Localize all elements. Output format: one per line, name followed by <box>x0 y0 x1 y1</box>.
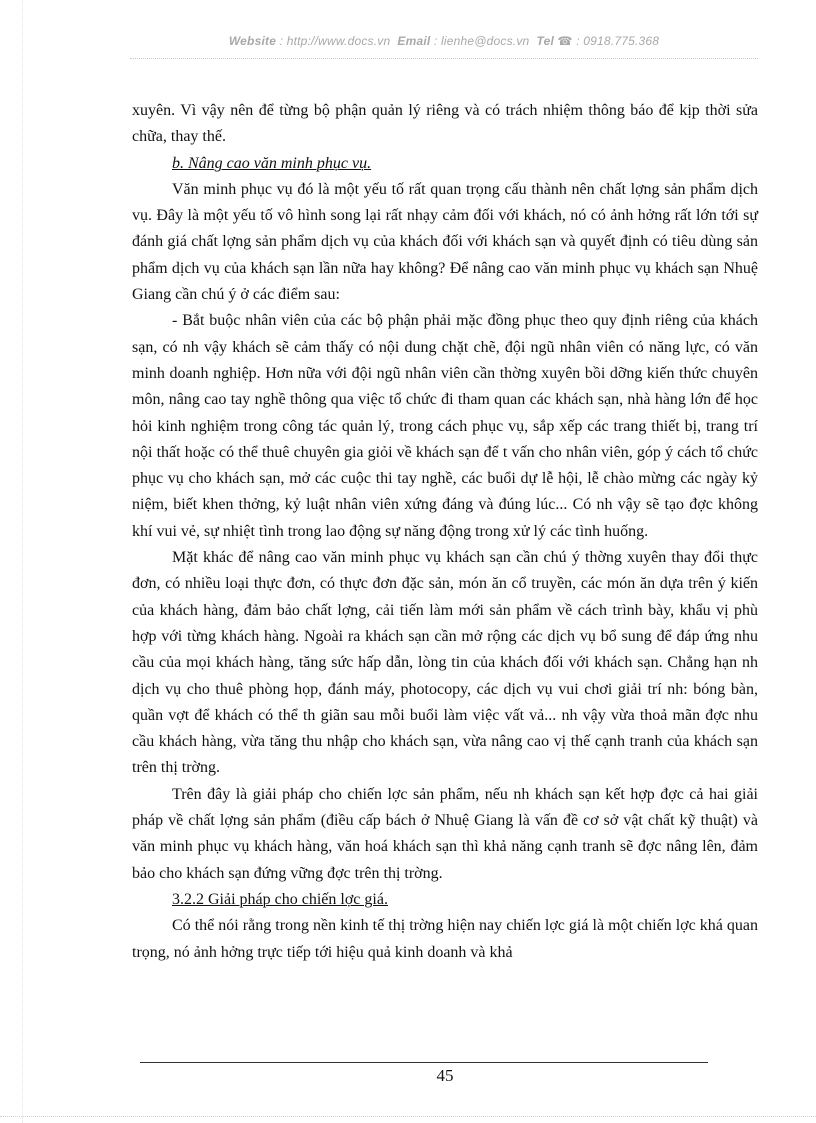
document-body <box>132 98 758 966</box>
paragraph-product-strategy-summary: Trên đây là giải pháp cho chiến lợc sản phẩm, nếu nh khách sạn kết hợp đợc cả hai giải pháp về chất lợng sản phẩm (điều cấp bách ở Nhuệ Giang là vấn đề cơ sở vật chất kỹ thuật) và văn minh phục vụ khách hàng, văn hoá khách sạn thì khả năng cạnh tranh sẽ đợc nâng lên, đảm bảo cho khách sạn đứng vững đợc trên thị trờng. <box>132 785 758 882</box>
page-header <box>130 34 758 48</box>
page-number: 45 <box>436 1066 454 1085</box>
paragraph-continuation: xuyên. Vì vậy nên để từng bộ phận quản lý riêng và có trách nhiệm thông báo để kịp thời sửa chữa, thay thế. <box>132 102 758 146</box>
page-edge-bottom <box>0 1116 816 1117</box>
paragraph-price-strategy: Có thể nói rằng trong nền kinh tế thị trờng hiện nay chiến lợc giá là một chiến lợc khá quan trọng, nó ảnh hởng trực tiếp tới hiệu quả kinh doanh và khả <box>132 917 758 961</box>
email-value: : lienhe@docs.vn <box>433 34 530 48</box>
email-label: Email <box>397 34 431 48</box>
paragraph-civilized-service: Văn minh phục vụ đó là một yếu tố rất quan trọng cấu thành nên chất lợng sản phẩm dịch vụ. Đây là một yếu tố vô hình song lại rất nhạy cảm đối với khách, nó có ảnh hởng rất lớn tới sự đánh giá chất lợng sản phẩm dịch vụ của khách đối với khách sạn và quyết định có tiêu dùng sản phẩm dịch vụ của khách sạn lần nữa hay không? Để nâng cao văn minh phục vụ khách sạn Nhuệ Giang cần chú ý ở các điểm sau: <box>132 180 758 304</box>
tel-label: Tel <box>536 34 554 48</box>
footer-divider <box>140 1062 708 1063</box>
section-heading-b: b. Nâng cao văn minh phục vụ. <box>172 154 372 172</box>
page-edge-left <box>22 0 23 1123</box>
paragraph-uniform-training: - Bắt buộc nhân viên của các bộ phận phải mặc đồng phục theo quy định riêng của khách sạn, có nh vậy khách sẽ cảm thấy có nội dung chặt chẽ, đội ngũ nhân viên có năng lực, có văn minh doanh nghiệp. Hơn nữa với đội ngũ nhân viên cần thờng xuyên bồi dỡng kiến thức chuyên môn, nâng cao tay nghề thông qua việc tổ chức đi tham quan các khách sạn, nhà hàng lớn để học hỏi kinh nghiệm trong công tác quản lý, trong cách phục vụ, sắp xếp các trang thiết bị, trang trí nội thất hoặc có thể thuê chuyên gia giỏi về khách sạn để t vấn cho nhân viên, góp ý cách tổ chức phục vụ cho khách sạn, mở các cuộc thi tay nghề, các buổi dự lễ hội, lễ chào mừng các ngày kỷ niệm, biết khen thởng, kỷ luật nhân viên xứng đáng và đúng lúc... Có nh vậy sẽ tạo đợc không khí vui vẻ, sự nhiệt tình trong lao động sự năng động trong xử lý các tình huống. <box>132 312 758 540</box>
paragraph-menu-services: Mặt khác để nâng cao văn minh phục vụ khách sạn cần chú ý thờng xuyên thay đổi thực đơn, có nhiều loại thực đơn, có thực đơn đặc sản, món ăn cổ truyền, các món ăn dựa trên ý kiến của khách hàng, đảm bảo chất lợng, cải tiến làm mới sản phẩm về cách trình bày, khẩu vị phù hợp với từng khách hàng. Ngoài ra khách sạn cần mở rộng các dịch vụ bổ sung để đáp ứng nhu cầu của mọi khách hàng, tăng sức hấp dẫn, lòng tin của khách đối với khách sạn. Chẳng hạn nh dịch vụ cho thuê phòng họp, đánh máy, photocopy, các dịch vụ vui chơi giải trí nh: bóng bàn, quần vợt để khách có thể th giãn sau mỗi buổi làm việc vất vả... nh vậy vừa thoả mãn đợc nhu cầu khách hàng, vừa tăng thu nhập cho khách sạn, vừa nâng cao vị thế cạnh tranh của khách sạn trên thị trờng. <box>132 549 758 777</box>
header-divider <box>130 58 758 59</box>
tel-value: ☎ : 0918.775.368 <box>557 34 660 48</box>
website-label: Website <box>228 34 277 48</box>
section-heading-3-2-2: 3.2.2 Giải pháp cho chiến lợc giá. <box>172 890 388 908</box>
website-value: : http://www.docs.vn <box>279 34 391 48</box>
